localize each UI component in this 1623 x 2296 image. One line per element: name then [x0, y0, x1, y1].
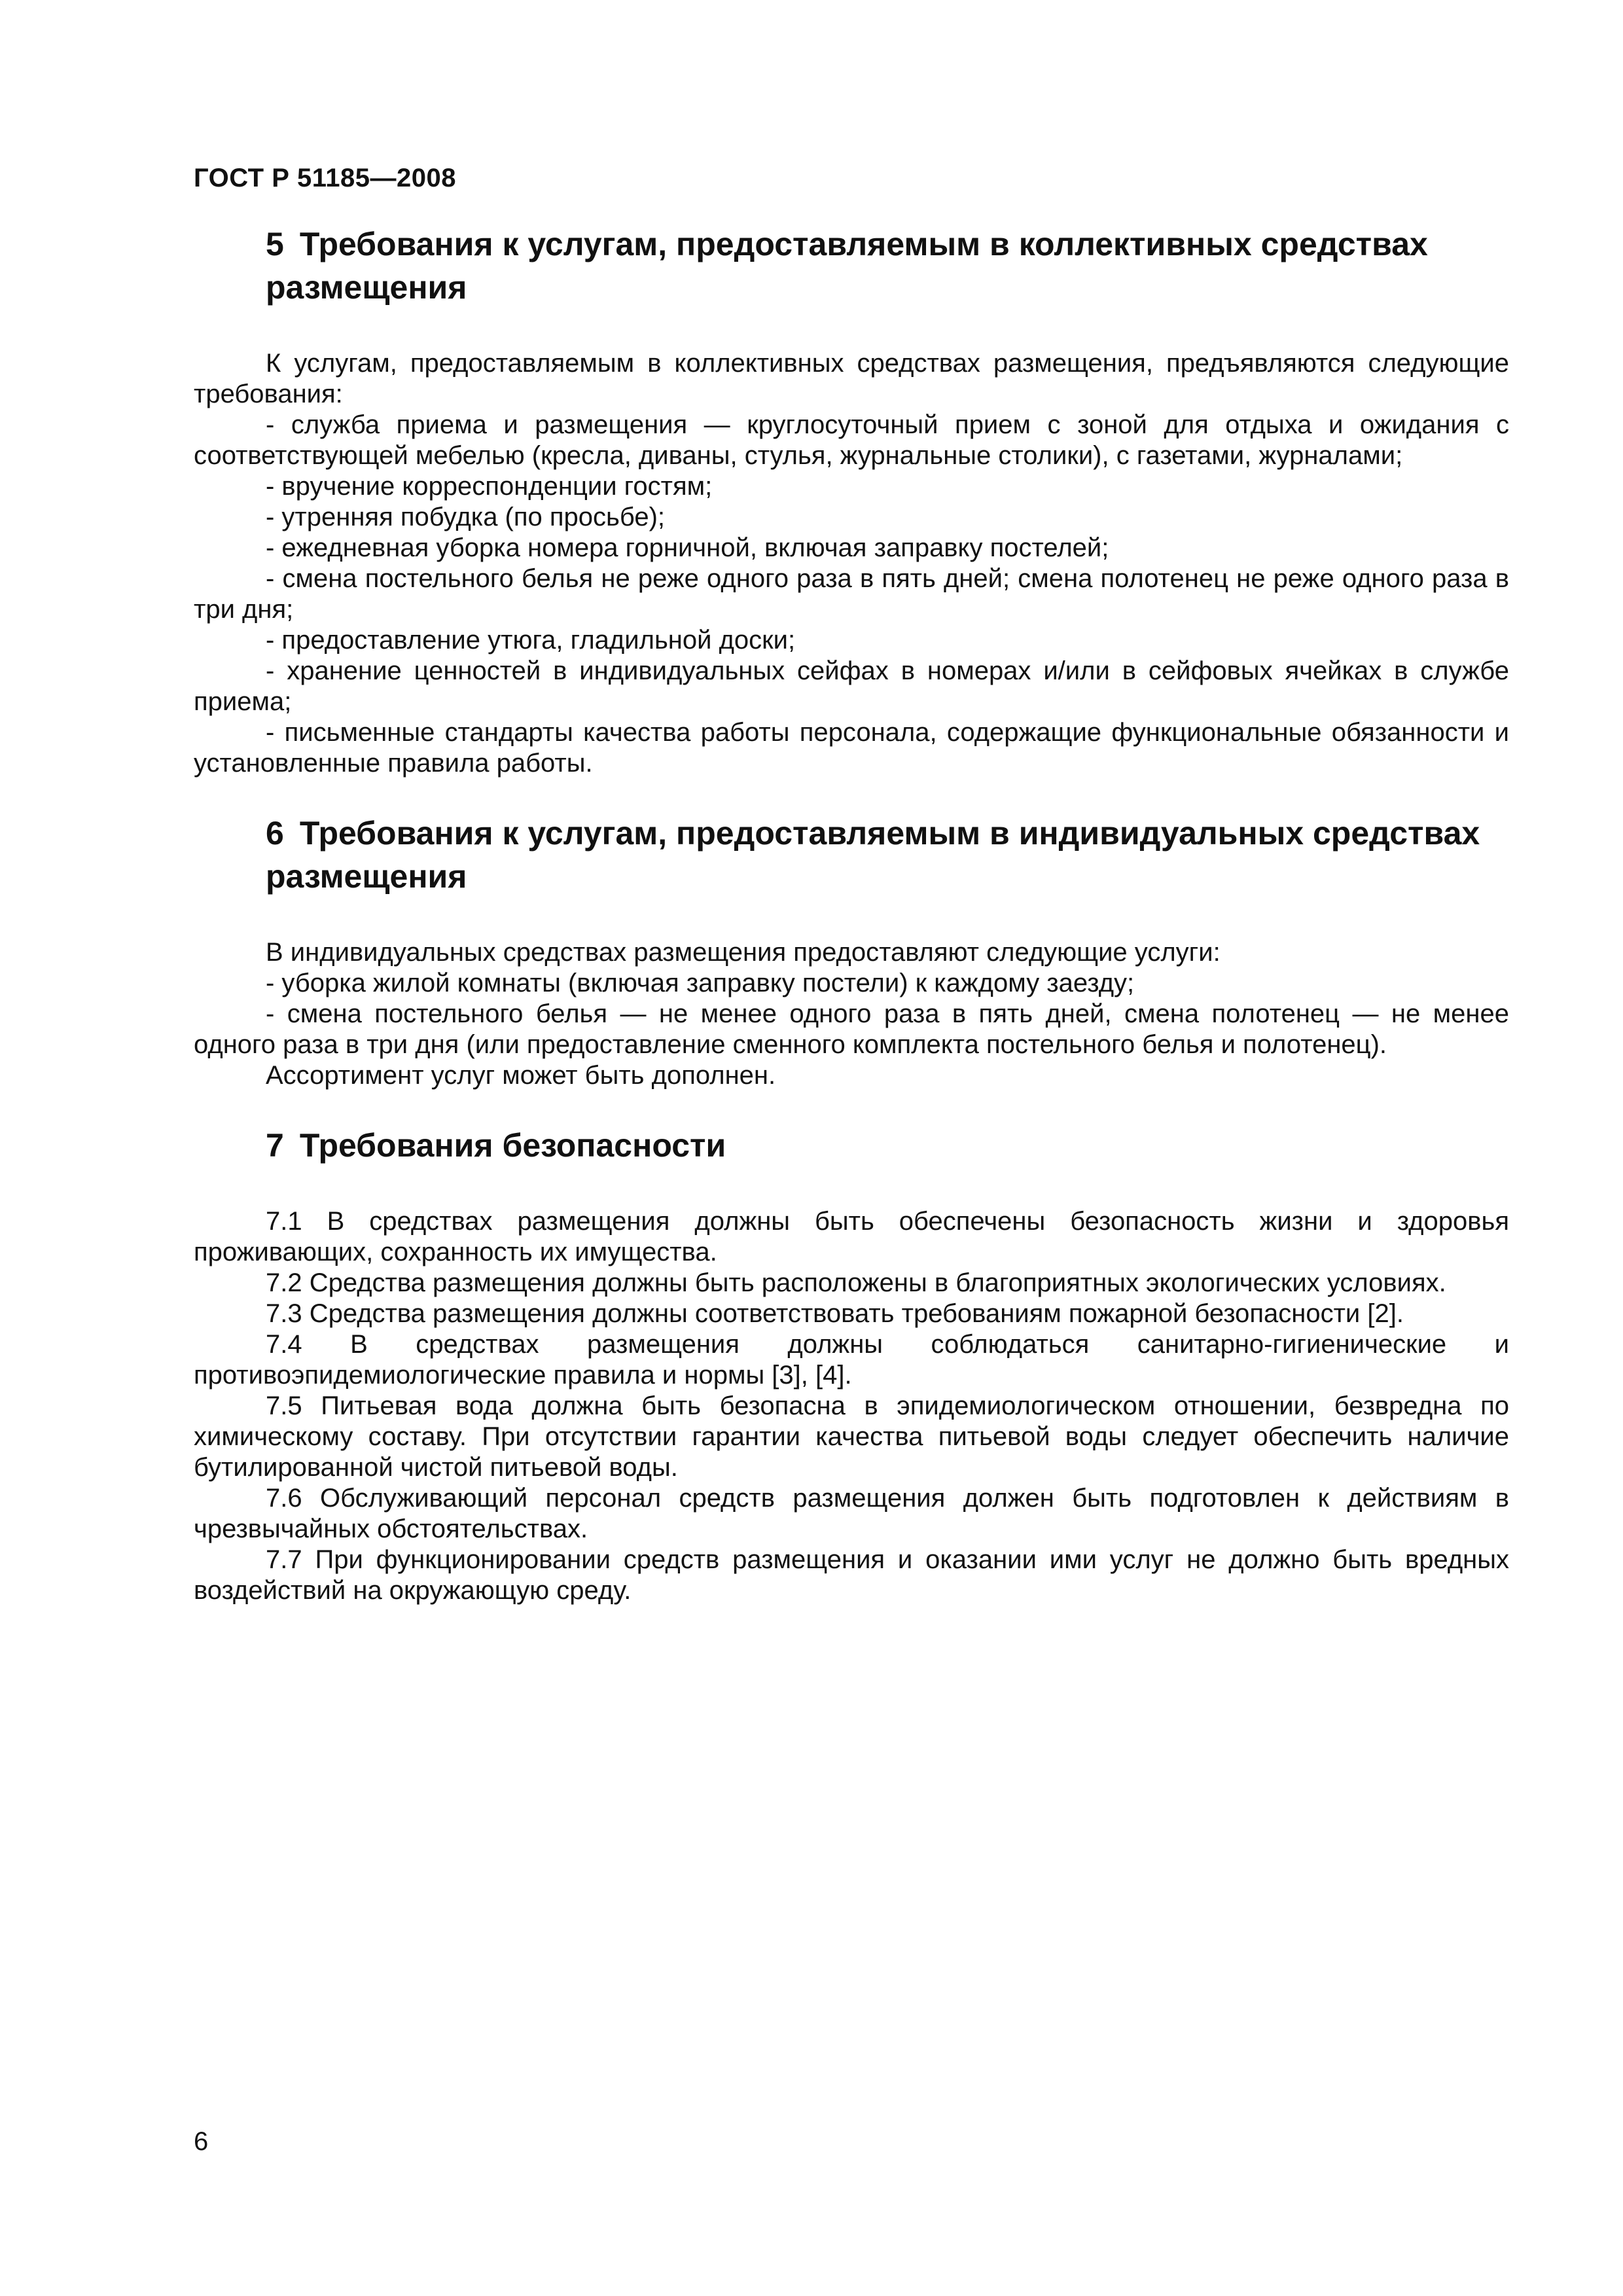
list-item: - предоставление утюга, гладильной доски; — [266, 626, 796, 655]
clause: 7.5 Питьевая вода должна быть безопасна в эпидемиологическом отношении, безвредна по химическому составу. При отсутствии гарантии качества питьевой воды следует обеспечить наличие бутилированной чистой питьевой воды. — [194, 1391, 1509, 1482]
clause: 7.7 При функционировании средств размещения и оказании ими услуг не должно быть вредных воздействий на окружающую среду. — [194, 1545, 1509, 1605]
list-item: - хранение ценностей в индивидуальных сейфах в номерах и/или в сейфовых ячейках в службе приема; — [194, 656, 1509, 716]
section-title-text: Требования безопасности — [299, 1127, 726, 1164]
section-7 — [194, 1124, 1509, 1606]
list-item: - служба приема и размещения — круглосуточный прием с зоной для отдыха и ожидания с соответствующей мебелью (кресла, диваны, стулья, журнальные столики), с газетами, журналами; — [194, 410, 1509, 470]
section-6 — [194, 812, 1509, 1091]
paragraph: Ассортимент услуг может быть дополнен. — [266, 1061, 776, 1090]
clause: 7.2 Средства размещения должны быть расположены в благоприятных экологических условиях. — [266, 1268, 1446, 1297]
page-number: 6 — [194, 2127, 209, 2156]
list-item: - смена постельного белья — не менее одного раза в пять дней, смена полотенец — не менее одного раза в три дня (или предоставление сменного комплекта постельного белья и полотенец). — [194, 999, 1509, 1059]
section-title-text: Требования к услугам, предоставляемым в коллективных средствах размещения — [266, 226, 1428, 306]
paragraph: В индивидуальных средствах размещения предоставляют следующие услуги: — [266, 938, 1221, 967]
list-item: - смена постельного белья не реже одного раза в пять дней; смена полотенец не реже одного раза в три дня; — [194, 564, 1509, 624]
document-body — [194, 223, 1509, 1606]
list-item: - уборка жилой комнаты (включая заправку постели) к каждому заезду; — [266, 969, 1135, 997]
clause: 7.4 В средствах размещения должны соблюдаться санитарно-гигиенические и противоэпидемиологические правила и нормы [3], [4]. — [194, 1330, 1509, 1390]
clause: 7.1 В средствах размещения должны быть обеспечены безопасность жизни и здоровья проживающих, сохранность их имущества. — [194, 1207, 1509, 1266]
list-item: - ежедневная уборка номера горничной, включая заправку постелей; — [266, 533, 1109, 562]
section-title — [194, 812, 1509, 898]
clause: 7.3 Средства размещения должны соответствовать требованиям пожарной безопасности [2]. — [266, 1299, 1404, 1328]
section-title — [194, 1124, 1509, 1167]
section-title — [194, 223, 1509, 309]
section-title-text: Требования к услугам, предоставляемым в индивидуальных средствах размещения — [266, 815, 1480, 895]
document-header-code: ГОСТ Р 51185—2008 — [194, 164, 456, 192]
section-number: 6 — [266, 815, 284, 852]
list-item: - вручение корреспонденции гостям; — [266, 472, 713, 501]
paragraph: К услугам, предоставляемым в коллективных средствах размещения, предъявляются следующие требования: — [194, 349, 1509, 408]
section-number: 7 — [266, 1127, 284, 1164]
clause: 7.6 Обслуживающий персонал средств размещения должен быть подготовлен к действиям в чрезвычайных обстоятельствах. — [194, 1484, 1509, 1543]
list-item: - письменные стандарты качества работы персонала, содержащие функциональные обязанности и установленные правила работы. — [194, 718, 1509, 778]
list-item: - утренняя побудка (по просьбе); — [266, 503, 666, 531]
section-5 — [194, 223, 1509, 779]
section-number: 5 — [266, 226, 284, 262]
